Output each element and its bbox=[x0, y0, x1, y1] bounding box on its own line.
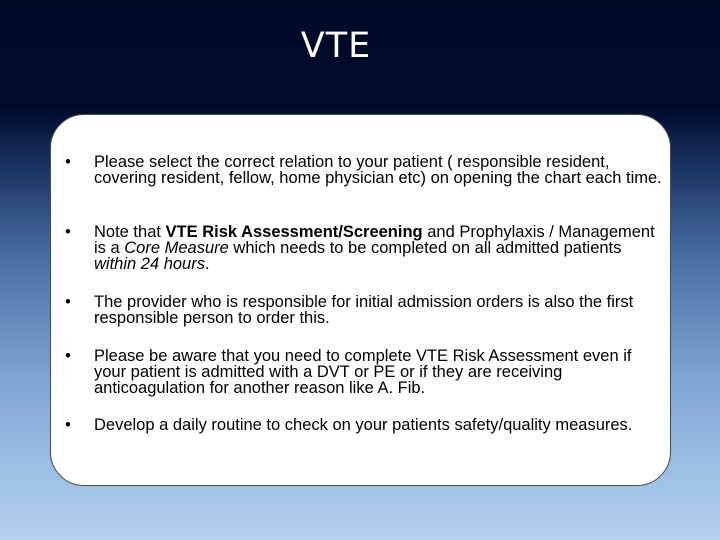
bullet-text: Develop a daily routine to check on your patients safety/quality measures. bbox=[94, 416, 633, 434]
bullet-text-italic: Core Measure bbox=[124, 238, 229, 257]
bullet-text-segment: which needs to be completed on all admitted patients bbox=[228, 238, 622, 257]
bullet-marker: • bbox=[65, 153, 71, 171]
bullet-text bbox=[94, 225, 662, 272]
content-panel bbox=[50, 114, 671, 486]
bullet-marker: • bbox=[65, 347, 71, 365]
bullet-text-italic: within 24 hours bbox=[94, 254, 205, 273]
bullet-text-segment: Note that bbox=[94, 223, 166, 241]
bullet-marker: • bbox=[65, 293, 71, 311]
bullet-text-segment: and Prophylaxis / Management is a bbox=[94, 223, 655, 257]
bullet-text-segment: . bbox=[204, 254, 210, 273]
bullet-text-bold: VTE Risk Assessment/Screening bbox=[165, 223, 423, 241]
bullet-text: Please select the correct relation to your patient ( responsible resident, covering resident, fellow, home physician etc) on opening the chart each time. bbox=[94, 153, 662, 187]
bullet-marker: • bbox=[65, 223, 71, 241]
bullet-marker: • bbox=[65, 416, 71, 434]
bullet-text: Please be aware that you need to complete VTE Risk Assessment even if your patient is admitted with a DVT or PE or if they are receiving anticoagulation for another reason like A. Fib. bbox=[94, 347, 632, 397]
slide-title: VTE bbox=[300, 26, 372, 66]
bullet-text: The provider who is responsible for initial admission orders is also the first responsible person to order this. bbox=[94, 293, 634, 327]
